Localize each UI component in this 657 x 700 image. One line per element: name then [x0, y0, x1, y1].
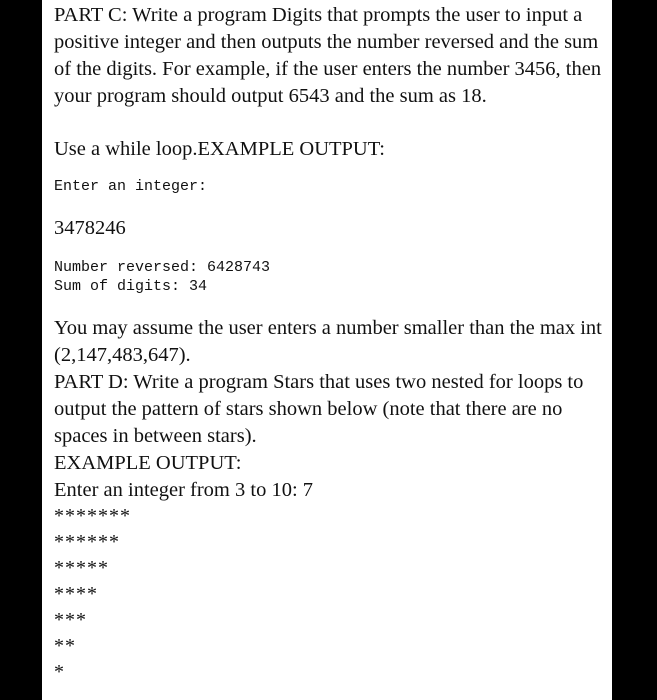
part-c-instruction: Use a while loop.EXAMPLE OUTPUT:: [54, 138, 385, 160]
user-input-value: 3478246: [54, 217, 126, 239]
assumption-paragraph: You may assume the user enters a number smaller than the max int (2,147,483,647).: [54, 317, 602, 366]
document-page: [42, 0, 612, 700]
star-row: *****: [54, 557, 109, 579]
star-row: *******: [54, 505, 131, 527]
part-c-paragraph: PART C: Write a program Digits that prompts the user to input a positive integer and then outputs the number reversed and the sum of the digits. For example, if the user enters the number 3456, then your program should output 6543 and the sum as 18.: [54, 4, 602, 107]
output-reversed: Number reversed: 6428743: [54, 259, 271, 276]
part-d-paragraph: PART D: Write a program Stars that uses two nested for loops to output the pattern of stars shown below (note that there are no spaces in between stars).: [54, 371, 584, 447]
star-row: ******: [54, 531, 120, 553]
star-row: *: [54, 661, 65, 683]
part-d-prompt-line: Enter an integer from 3 to 10: 7: [54, 479, 314, 501]
output-sum: Sum of digits: 34: [54, 278, 208, 295]
code-prompt: Enter an integer:: [54, 178, 208, 195]
part-d-example-heading: EXAMPLE OUTPUT:: [54, 452, 242, 474]
star-row: **: [54, 635, 76, 657]
star-row: ***: [54, 609, 87, 631]
star-row: ****: [54, 583, 98, 605]
